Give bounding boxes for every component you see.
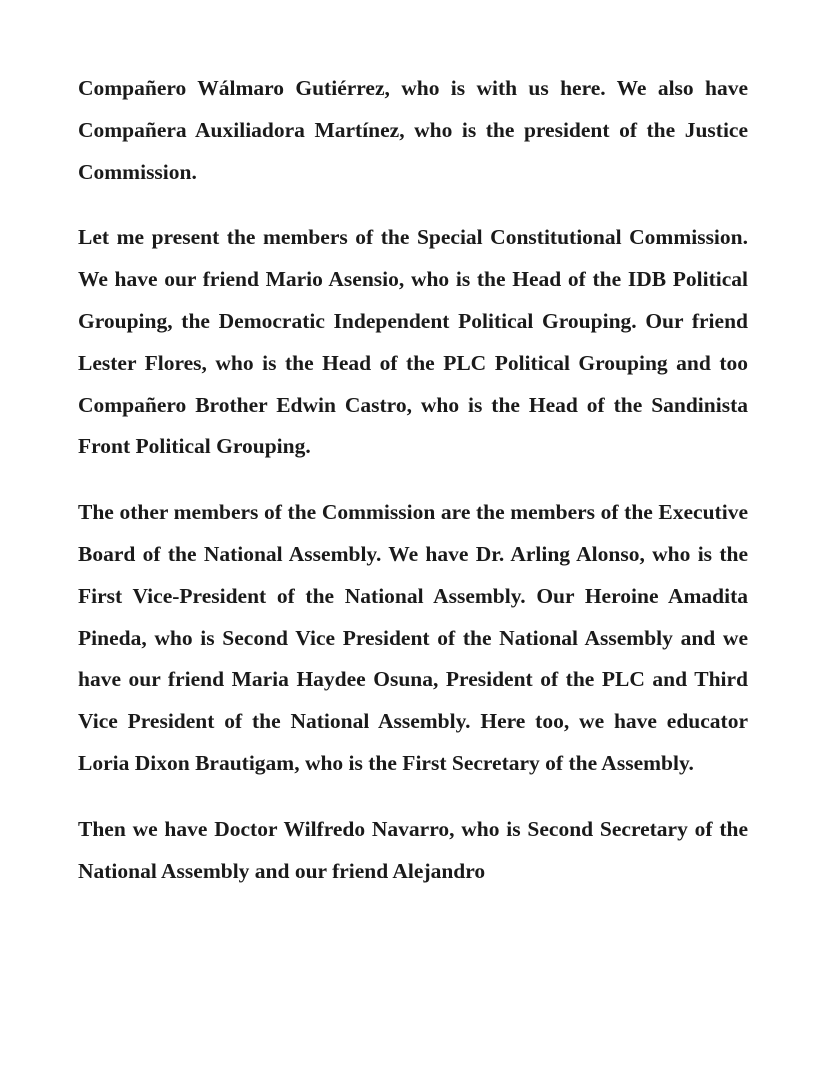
paragraph-executive-board: The other members of the Commission are the members of the Executive Board of the National Assembly. We have Dr. Arling Alonso, who is the First Vice-President of the National Assembly. Our Heroine Amadita Pineda, who is Second Vice President of the National Assembly and we have our friend Maria Haydee Osuna, President of the PLC and Third Vice President of the National Assembly. Here too, we have educator Loria Dixon Brautigam, who is the First Secretary of the Assembly.	[78, 500, 748, 775]
paragraph-secretaries: Then we have Doctor Wilfredo Navarro, who is Second Secretary of the National Assembly and our friend Alejandro	[78, 816, 748, 883]
document-body	[78, 68, 748, 916]
paragraph-special-constitutional-commission: Let me present the members of the Special Constitutional Commission. We have our friend Mario Asensio, who is the Head of the IDB Political Grouping, the Democratic Independent Political Grouping. Our friend Lester Flores, who is the Head of the PLC Political Grouping and too Compañero Brother Edwin Castro, who is the Head of the Sandinista Front Political Grouping.	[78, 225, 748, 459]
paragraph-justice-commission: Compañero Wálmaro Gutiérrez, who is with us here. We also have Compañera Auxiliadora Martínez, who is the president of the Justice Commission.	[78, 76, 748, 184]
